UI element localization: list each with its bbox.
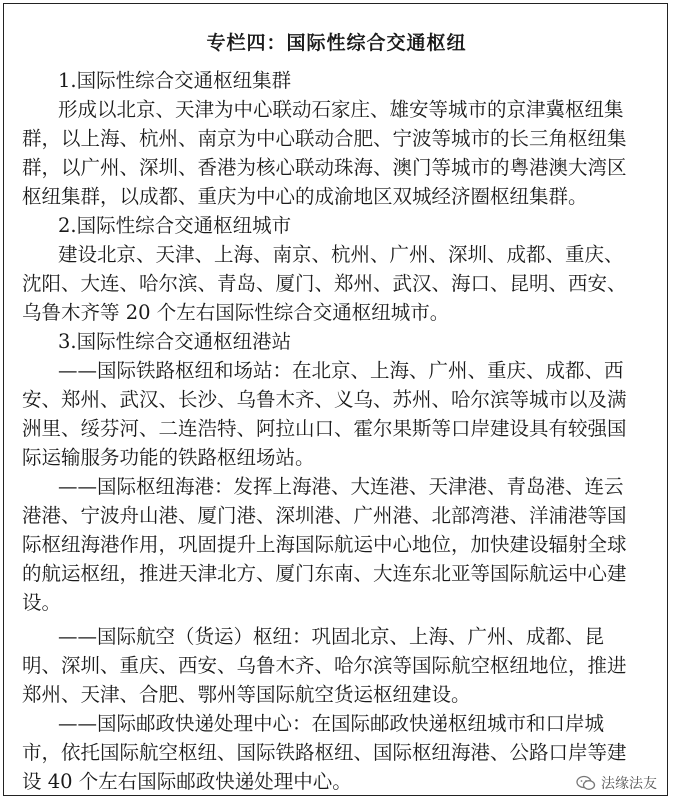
paragraph-line: ——国际航空（货运）枢纽：巩固北京、上海、广州、成都、昆 bbox=[58, 625, 605, 648]
paragraph-line: 洲里、绥芬河、二连浩特、阿拉山口、霍尔果斯等口岸建设具有较强国 bbox=[22, 417, 627, 440]
paragraph-line: 安、郑州、武汉、长沙、乌鲁木齐、义乌、苏州、哈尔滨等城市以及满 bbox=[22, 388, 627, 411]
paragraph-line: ——国际邮政快递处理中心：在国际邮政快递枢纽城市和口岸城 bbox=[58, 712, 605, 735]
paragraph-line: 枢纽集群，以成都、重庆为中心的成渝地区双城经济圈枢纽集群。 bbox=[22, 185, 588, 208]
paragraph-line: 设 40 个左右国际邮政快递处理中心。 bbox=[22, 770, 352, 793]
paragraph-line: 乌鲁木齐等 20 个左右国际性综合交通枢纽城市。 bbox=[22, 301, 450, 324]
heading-hub-cluster: 1.国际性综合交通枢纽集群 bbox=[58, 69, 292, 92]
paragraph-line: ——国际铁路枢纽和场站：在北京、上海、广州、重庆、成都、西 bbox=[58, 359, 624, 382]
paragraph-line: ——国际枢纽海港：发挥上海港、大连港、天津港、青岛港、连云 bbox=[58, 475, 624, 498]
paragraph-line: 郑州、天津、合肥、鄂州等国际航空货运枢纽建设。 bbox=[22, 683, 471, 706]
wechat-icon bbox=[576, 775, 596, 791]
paragraph-line: 设。 bbox=[22, 591, 62, 614]
paragraph-line: 沈阳、大连、哈尔滨、青岛、厦门、郑州、武汉、海口、昆明、西安、 bbox=[22, 272, 627, 295]
paragraph-line: 建设北京、天津、上海、南京、杭州、广州、深圳、成都、重庆、 bbox=[58, 243, 624, 266]
paragraph-line: 际运输服务功能的铁路枢纽场站。 bbox=[22, 446, 315, 469]
heading-hub-city: 2.国际性综合交通枢纽城市 bbox=[58, 214, 292, 237]
paragraph-line: 市，依托国际航空枢纽、国际铁路枢纽、国际枢纽海港、公路口岸等建 bbox=[22, 741, 627, 764]
paragraph-line: 的航运枢纽，推进天津北方、厦门东南、大连东北亚等国际航运中心建 bbox=[22, 562, 627, 585]
paragraph-line: 明、深圳、重庆、西安、乌鲁木齐、哈尔滨等国际航空枢纽地位，推进 bbox=[22, 654, 627, 677]
heading-hub-station: 3.国际性综合交通枢纽港站 bbox=[58, 330, 292, 353]
watermark-label: 法缘法友 bbox=[601, 776, 657, 792]
paragraph-line: 群，以上海、杭州、南京为中心联动合肥、宁波等城市的长三角枢纽集 bbox=[22, 127, 627, 150]
watermark bbox=[572, 772, 661, 794]
paragraph-line: 形成以北京、天津为中心联动石家庄、雄安等城市的京津冀枢纽集 bbox=[58, 98, 624, 121]
paragraph-line: 群，以广州、深圳、香港为核心联动珠海、澳门等城市的粤港澳大湾区 bbox=[22, 156, 627, 179]
paragraph-line: 港港、宁波舟山港、厦门港、深圳港、广州港、北部湾港、洋浦港等国 bbox=[22, 504, 627, 527]
page-title: 专栏四：国际性综合交通枢纽 bbox=[206, 32, 467, 54]
paragraph-line: 际枢纽海港作用，巩固提升上海国际航运中心地位，加快建设辐射全球 bbox=[22, 533, 627, 556]
